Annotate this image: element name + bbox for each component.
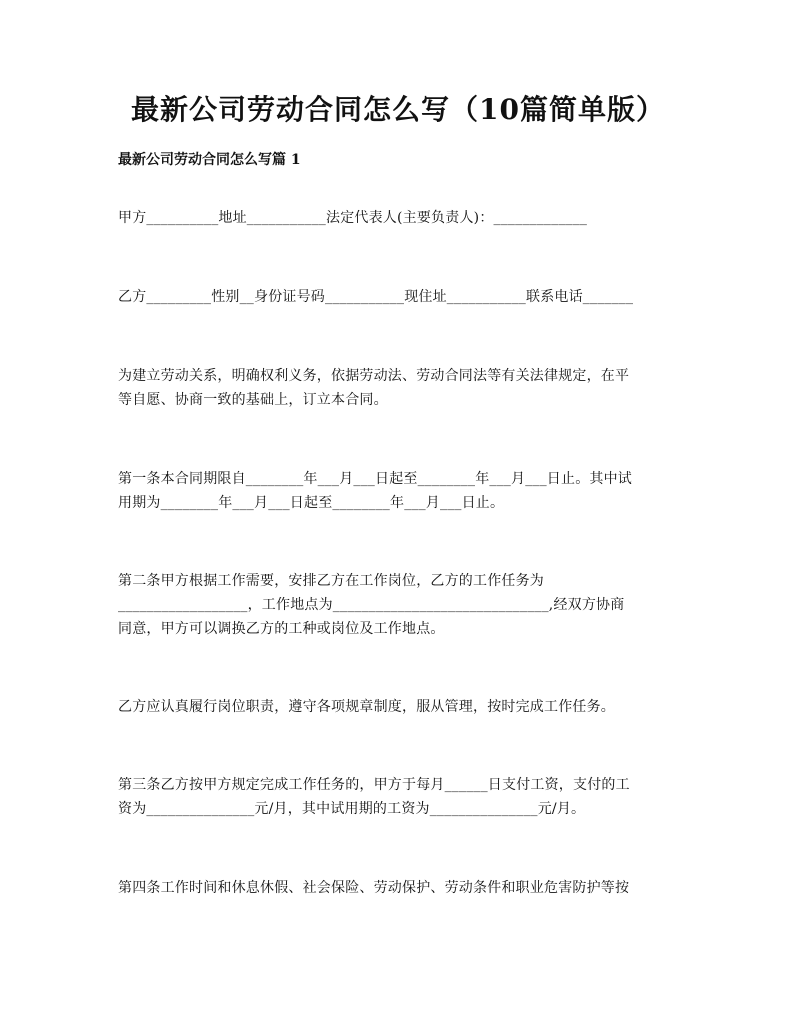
text-line: 乙方应认真履行岗位职责，遵守各项规章制度，服从管理，按时完成工作任务。 bbox=[118, 699, 615, 715]
document-title: 最新公司劳动合同怎么写（10篇简单版） bbox=[131, 93, 665, 126]
text-line: 为建立劳动关系，明确权利义务，依据劳动法、劳动合同法等有关法律规定，在平 bbox=[118, 368, 630, 384]
text-line: 资为_______________元/月，其中试用期的工资为_______________元/月。 bbox=[118, 801, 586, 817]
text-line: 乙方_________性别__身份证号码___________现住址___________联系电话_______ bbox=[118, 289, 634, 305]
text-line: 第四条工作时间和休息休假、社会保险、劳动保护、劳动条件和职业危害防护等按 bbox=[118, 880, 630, 896]
text-line: 第二条甲方根据工作需要，安排乙方在工作岗位，乙方的工作任务为 bbox=[118, 573, 544, 589]
text-line: 同意，甲方可以调换乙方的工种或岗位及工作地点。 bbox=[118, 621, 445, 637]
text-line: 第三条乙方按甲方规定完成工作任务的，甲方于每月______日支付工资，支付的工 bbox=[118, 777, 630, 793]
text-line: 等自愿、协商一致的基础上，订立本合同。 bbox=[118, 392, 388, 408]
text-line: __________________，工作地点为______________________________,经双方协商 bbox=[118, 597, 625, 613]
text-line: 用期为________年___月___日起至________年___月___日止。 bbox=[118, 495, 505, 511]
text-line: 第一条本合同期限自________年___月___日起至________年___月___日止。其中试 bbox=[118, 471, 632, 487]
article-4-paragraph bbox=[118, 876, 682, 900]
party-b-info bbox=[118, 285, 682, 309]
duties-paragraph bbox=[118, 695, 682, 719]
party-a-info bbox=[118, 206, 682, 230]
article-2-paragraph bbox=[118, 569, 682, 641]
text-line: 甲方__________地址___________法定代表人(主要负责人)：_____________ bbox=[118, 210, 588, 226]
preamble-paragraph bbox=[118, 364, 682, 412]
article-1-paragraph bbox=[118, 467, 682, 515]
article-3-paragraph bbox=[118, 773, 682, 821]
section-heading: 最新公司劳动合同怎么写篇 1 bbox=[118, 152, 301, 168]
